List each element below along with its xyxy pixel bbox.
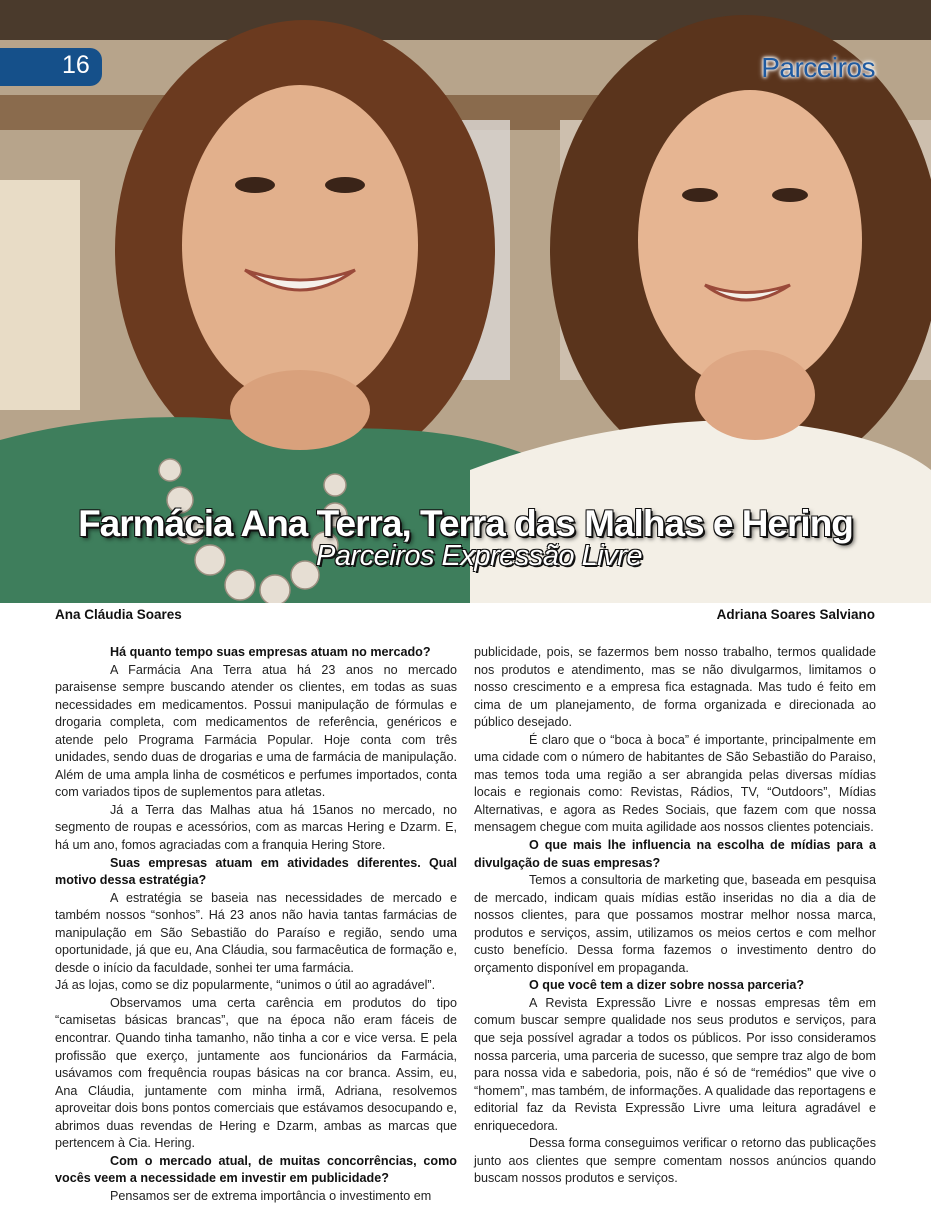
interview-answer: publicidade, pois, se fazermos bem nosso trabalho, termos qualidade nos produtos e atendimento, mas se não divulgarmos, limitamos o nosso crescimento e a empresa fica estagnada. Mas tudo é feito em cima de um planejamento, de forma organizada e direcionada ao público desejado.	[474, 645, 876, 730]
interview-answer: Observamos uma certa carência em produtos do tipo “camisetas básicas brancas”, que na época não eram fáceis de encontrar. Quando tinha tamanho, não tinha a cor e vice versa. E pela profissão que exerço, juntamente aos funcionários da Farmácia, usávamos com frequência roupas básicas na cor branca. Assim, eu, Ana Cláudia, juntamente com minha irmã, Adriana, resolvemos aproveitar dois bons pontos comerciais que estávamos desocupando e, abrimos duas revendas de Hering e Dzarm, ambas as marcas que pertencem à Cia. Hering.	[55, 995, 457, 1151]
headline: Farmácia Ana Terra, Terra das Malhas e Hering	[78, 503, 853, 544]
interview-answer: A Revista Expressão Livre e nossas empresas têm em comum buscar sempre qualidade nos seus produtos e serviços, para que seja possível agradar a todos os públicos. Por isso consideramos nossa parceria, uma parceria de sucesso, que sempre traz algo de bom para nossa vida e sabedoria, pois, não é só de “remédios” que vive o “homem”, mas também, de informações. A qualidade das reportagens e editorial faz da Revista Expressão Livre uma leitura agradável e enriquecedora.	[474, 995, 876, 1133]
article-column-left	[55, 644, 457, 1206]
interview-answer: É claro que o “boca à boca” é importante, principalmente em uma cidade com o número de habitantes de São Sebastião do Paraiso, mas temos toda uma região a ser abrangida pelas diversas mídias locais e regionais como: Revistas, Rádios, TV, “Outdoors”, Mídias Alternativas, e agora as Redes Sociais, que fazem com que nossa mensagem chegue com muita agilidade aos nossos clientes potenciais.	[474, 732, 876, 835]
page-number: 16	[62, 51, 90, 79]
subheadline: Parceiros Expressão Livre	[316, 540, 642, 572]
interview-question: O que mais lhe influencia na escolha de mídias para a divulgação de suas empresas?	[474, 838, 876, 870]
interview-answer: Temos a consultoria de marketing que, baseada em pesquisa de mercado, indicam quais mídias estão inseridas no dia a dia de nossos clientes, para que possamos mostrar melhor nossa marca, produtos e serviços, assim, utilizamos os meios certos e com melhor custo benefício. Dessa forma fazemos o investimento dentro do orçamento disponível em propaganda.	[474, 873, 876, 975]
interview-question: Há quanto tempo suas empresas atuam no mercado?	[110, 645, 431, 659]
interview-answer: Já a Terra das Malhas atua há 15anos no mercado, no segmento de roupas e acessórios, com as marcas Hering e Dzarm. E, há um ano, fomos agraciadas com a franquia Hering Store.	[55, 802, 457, 853]
section-label: Parceiros	[761, 52, 875, 83]
article-column-right	[474, 644, 876, 1188]
interview-answer: A Farmácia Ana Terra atua há 23 anos no mercado paraisense sempre buscando atender os clientes, em todas as suas necessidades em medicamentos. Possui manipulação de fórmulas e drogaria completa, com medicamentos de referência, genéricos e atende pelo Programa Farmácia Popular. Hoje conta com três unidades, sendo duas de drogarias e uma de farmácia de manipulação. Além de uma ampla linha de cosméticos e perfumes importados, conta com variados tipos de suplementos para atletas.	[55, 662, 457, 800]
photo-caption-right: Adriana Soares Salviano	[716, 607, 875, 622]
photo-caption-left: Ana Cláudia Soares	[55, 607, 182, 622]
interview-answer: A estratégia se baseia nas necessidades de mercado e também nossos “sonhos”. Há 23 anos não havia tantas farmácias de manipulação em São Sebastião do Paraíso e região, sendo uma oportunidade, já que eu, Ana Cláudia, sou farmacêutica de formação e, desde o início da faculdade, sonhei ter uma farmácia.	[55, 890, 457, 975]
interview-answer: Pensamos ser de extrema importância o investimento em	[110, 1188, 432, 1203]
interview-question: Com o mercado atual, de muitas concorrências, como vocês veem a necessidade em investir em publicidade?	[55, 1153, 457, 1186]
interview-answer: Já as lojas, como se diz popularmente, “unimos o útil ao agradável”.	[55, 978, 436, 993]
interview-answer: Dessa forma conseguimos verificar o retorno das publicações junto aos clientes que sempre comentam nossos anúncios quando buscam nossos produtos e serviços.	[474, 1136, 876, 1186]
interview-question: Suas empresas atuam em atividades diferentes. Qual motivo dessa estratégia?	[55, 855, 457, 888]
interview-question: O que você tem a dizer sobre nossa parceria?	[529, 978, 805, 993]
